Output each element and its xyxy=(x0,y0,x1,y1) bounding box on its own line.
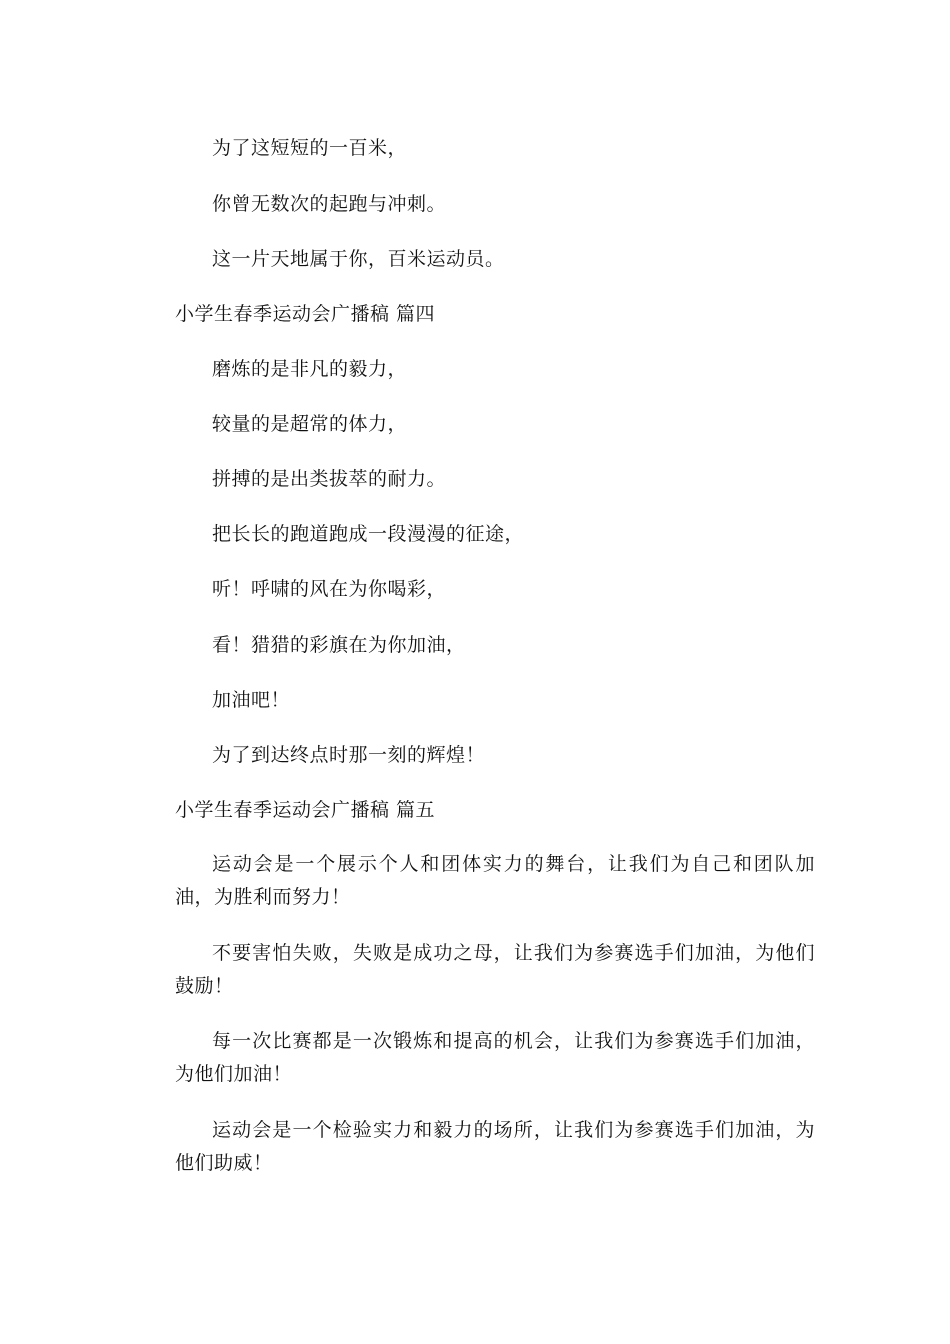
poem-line: 你曾无数次的起跑与冲刺。 xyxy=(212,193,447,215)
poem-line: 为了这短短的一百米， xyxy=(212,137,408,159)
paragraph: 运动会是一个检验实力和毅力的场所，让我们为参赛选手们加油，为他们助威！ xyxy=(175,1119,815,1174)
paragraph: 不要害怕失败，失败是成功之母，让我们为参赛选手们加油，为他们鼓励！ xyxy=(175,942,815,997)
poem-line: 把长长的跑道跑成一段漫漫的征途， xyxy=(212,523,525,545)
paragraph: 运动会是一个展示个人和团体实力的舞台，让我们为自己和团队加油，为胜利而努力！ xyxy=(175,853,815,908)
poem-line: 拼搏的是出类拔萃的耐力。 xyxy=(212,468,447,490)
paragraph: 每一次比赛都是一次锻炼和提高的机会，让我们为参赛选手们加油，为他们加油！ xyxy=(175,1030,815,1085)
section-five-heading: 小学生春季运动会广播稿 篇五 xyxy=(175,799,436,821)
poem-line: 这一片天地属于你，百米运动员。 xyxy=(212,248,505,270)
poem-line: 为了到达终点时那一刻的辉煌！ xyxy=(212,744,486,766)
poem-line: 加油吧！ xyxy=(212,689,291,711)
section-four-heading: 小学生春季运动会广播稿 篇四 xyxy=(175,303,436,325)
poem-line: 看！猎猎的彩旗在为你加油， xyxy=(212,634,466,656)
poem-line: 听！呼啸的风在为你喝彩， xyxy=(212,578,447,600)
poem-line: 磨炼的是非凡的毅力， xyxy=(212,358,408,380)
poem-line: 较量的是超常的体力， xyxy=(212,413,408,435)
